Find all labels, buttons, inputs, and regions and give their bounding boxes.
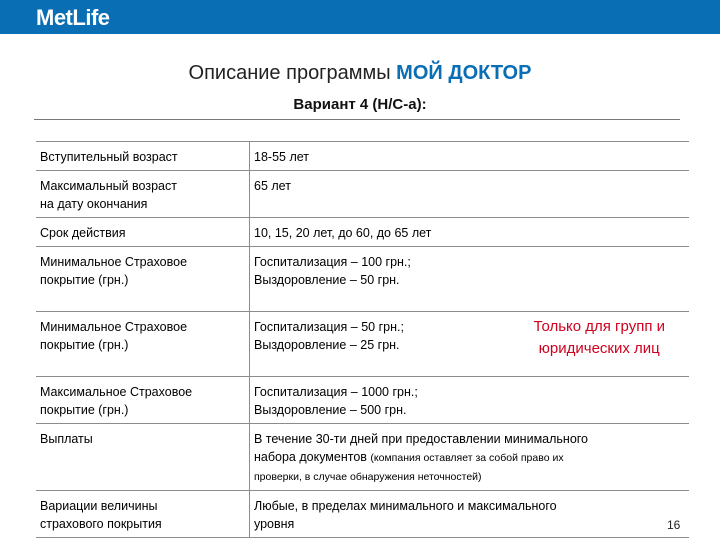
table-row bbox=[36, 312, 689, 377]
row-value: В течение 30-ти дней при предоставлении минимального набора документов (компания оставляет за собой право их проверки, в случае обнаружения неточностей) bbox=[250, 424, 690, 491]
row-label: Максимальный возраст на дату окончания bbox=[36, 171, 250, 218]
row-value: Любые, в пределах минимального и максимального уровня bbox=[250, 491, 690, 538]
title-accent: МОЙ ДОКТОР bbox=[396, 62, 532, 84]
row-label: Минимальное Страховое покрытие (грн.) bbox=[36, 247, 250, 312]
page-number: 16 bbox=[667, 518, 681, 532]
row-label: Максимальное Страховое покрытие (грн.) bbox=[36, 377, 250, 424]
table-row bbox=[36, 142, 689, 171]
program-table bbox=[36, 141, 689, 538]
row-label: Выплаты bbox=[36, 424, 250, 491]
groups-only-note: Только для групп и юридических лиц bbox=[533, 318, 665, 357]
metlife-logo: MetLife bbox=[36, 5, 110, 30]
table-row bbox=[36, 171, 689, 218]
row-label: Вступительный возраст bbox=[36, 142, 250, 171]
row-label: Минимальное Страховое покрытие (грн.) bbox=[36, 312, 250, 377]
title-prefix: Описание программы bbox=[188, 62, 397, 84]
row-value: 65 лет bbox=[250, 171, 690, 218]
row-value: 18-55 лет bbox=[250, 142, 690, 171]
row-value: Госпитализация – 1000 грн.; Выздоровление – 500 грн. bbox=[250, 377, 690, 424]
row-label: Вариации величины страхового покрытия bbox=[36, 491, 250, 538]
table-row bbox=[36, 218, 689, 247]
page-title bbox=[0, 62, 720, 85]
row-label: Срок действия bbox=[36, 218, 250, 247]
row-value: Госпитализация – 100 грн.; Выздоровление – 50 грн. bbox=[250, 247, 690, 312]
table-row bbox=[36, 377, 689, 424]
table-row bbox=[36, 247, 689, 312]
page-subtitle: Вариант 4 (Н/С-а): bbox=[293, 96, 427, 113]
table-row bbox=[36, 491, 689, 538]
row-value: Госпитализация – 50 грн.; Выздоровление – 25 грн. Только для групп и юридических лиц bbox=[250, 312, 690, 377]
row-value: 10, 15, 20 лет, до 60, до 65 лет bbox=[250, 218, 690, 247]
header-bar bbox=[0, 0, 720, 34]
table-row bbox=[36, 424, 689, 491]
divider bbox=[34, 119, 680, 120]
